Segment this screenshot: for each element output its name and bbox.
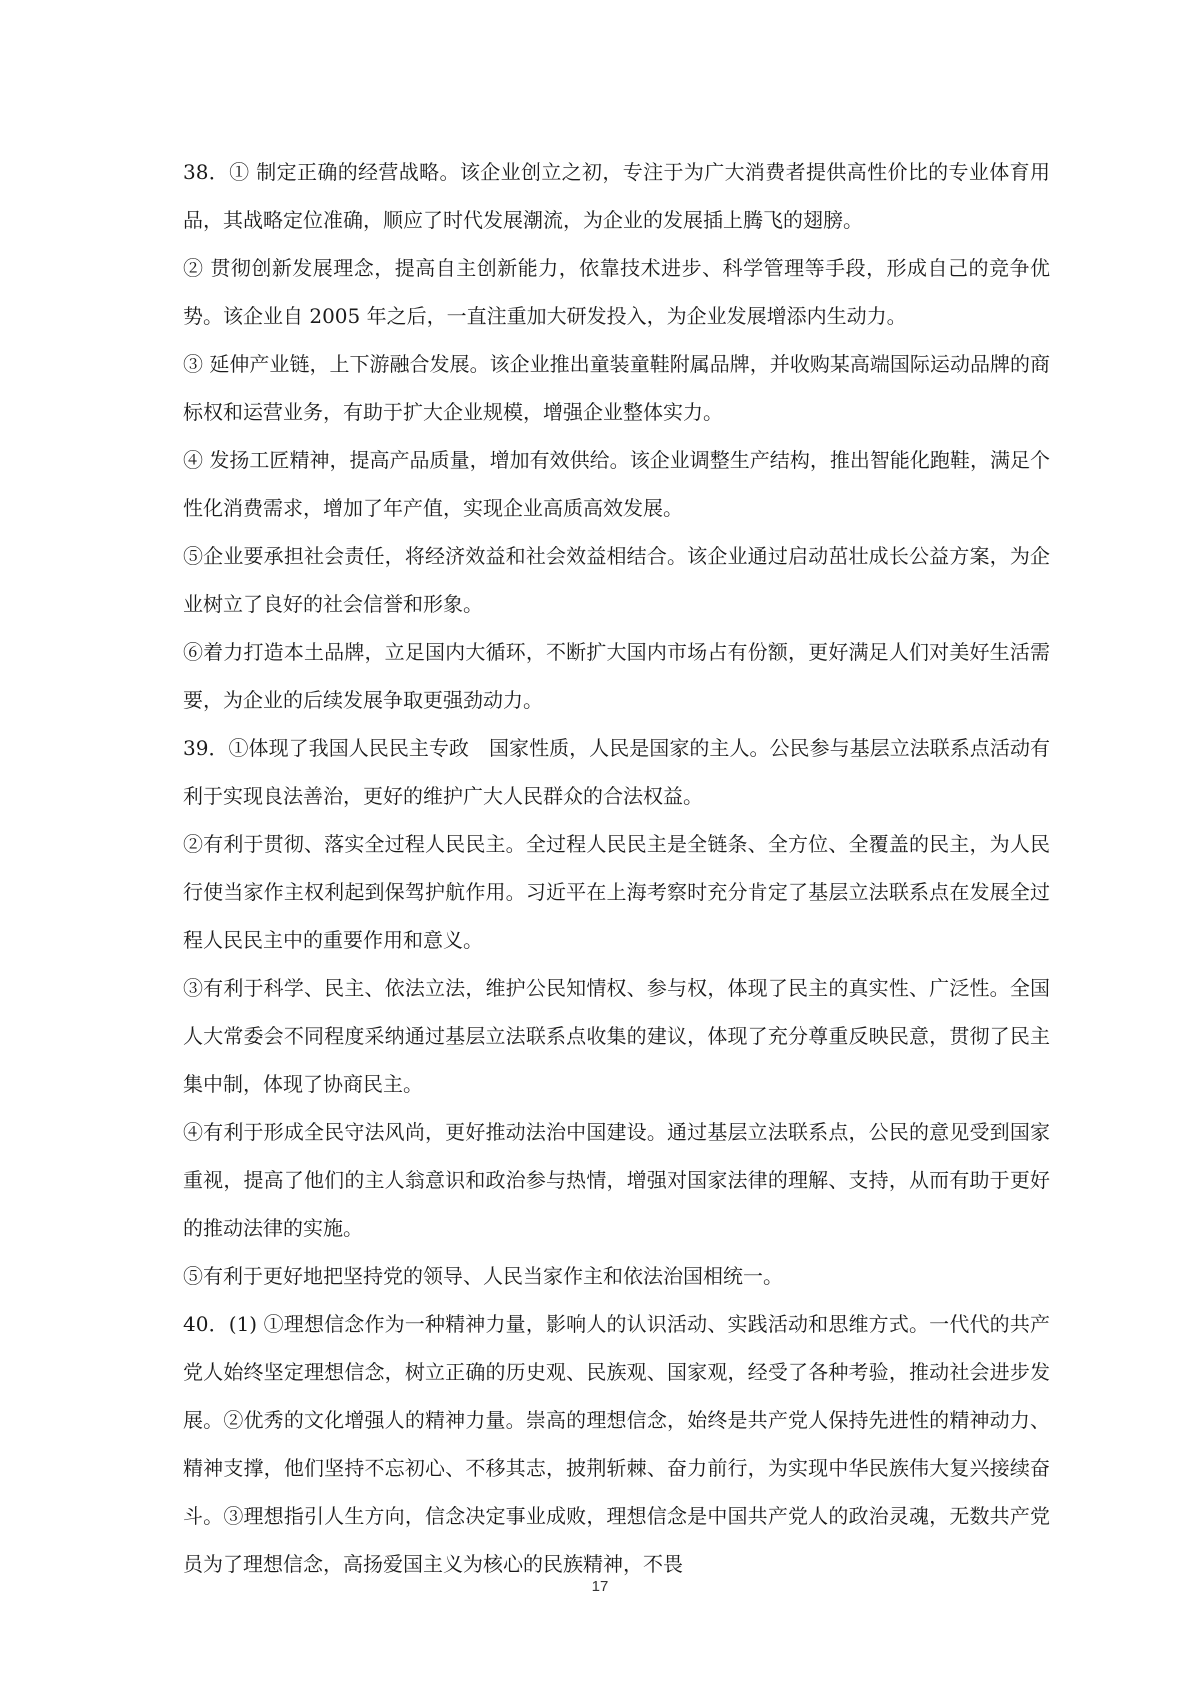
answer-38-point-2: ② 贯彻创新发展理念，提高自主创新能力，依靠技术进步、科学管理等手段，形成自己的竞争优势。该企业自 2005 年之后，一直注重加大研发投入，为企业发展增添内生动力。 [183, 256, 1050, 328]
answer-39-point-2: ②有利于贯彻、落实全过程人民民主。全过程人民民主是全链条、全方位、全覆盖的民主，为人民行使当家作主权利起到保驾护航作用。习近平在上海考察时充分肯定了基层立法联系点在发展全过程人民民主中的重要作用和意义。 [183, 832, 1050, 952]
answer-39-point-3: ③有利于科学、民主、依法立法，维护公民知情权、参与权，体现了民主的真实性、广泛性。全国人大常委会不同程度采纳通过基层立法联系点收集的建议，体现了充分尊重反映民意，贯彻了民主集中制，体现了协商民主。 [183, 976, 1050, 1096]
answer-40-part-1: 40．(1) ①理想信念作为一种精神力量，影响人的认识活动、实践活动和思维方式。一代代的共产党人始终坚定理想信念，树立正确的历史观、民族观、国家观，经受了各种考验，推动社会进步发展。②优秀的文化增强人的精神力量。崇高的理想信念，始终是共产党人保持先进性的精神动力、精神支撑，他们坚持不忘初心、不移其志，披荆斩棘、奋力前行，为实现中华民族伟大复兴接续奋斗。③理想指引人生方向，信念决定事业成败，理想信念是中国共产党人的政治灵魂，无数共产党员为了理想信念，高扬爱国主义为核心的民族精神，不畏 [183, 1312, 1050, 1576]
answer-39-point-5: ⑤有利于更好地把坚持党的领导、人民当家作主和依法治国相统一。 [183, 1264, 783, 1288]
answer-39-point-4: ④有利于形成全民守法风尚，更好推动法治中国建设。通过基层立法联系点，公民的意见受到国家重视，提高了他们的主人翁意识和政治参与热情，增强对国家法律的理解、支持，从而有助于更好的推动法律的实施。 [183, 1120, 1050, 1240]
answer-38-point-3: ③ 延伸产业链，上下游融合发展。该企业推出童装童鞋附属品牌，并收购某高端国际运动品牌的商标权和运营业务，有助于扩大企业规模，增强企业整体实力。 [183, 352, 1050, 424]
answer-38-point-5: ⑤企业要承担社会责任，将经济效益和社会效益相结合。该企业通过启动茁壮成长公益方案，为企业树立了良好的社会信誉和形象。 [183, 544, 1050, 616]
answer-38-point-6: ⑥着力打造本土品牌，立足国内大循环，不断扩大国内市场占有份额，更好满足人们对美好生活需要，为企业的后续发展争取更强劲动力。 [183, 640, 1050, 712]
page-number: 17 [591, 1578, 609, 1595]
answer-38-point-4: ④ 发扬工匠精神，提高产品质量，增加有效供给。该企业调整生产结构，推出智能化跑鞋，满足个性化消费需求，增加了年产值，实现企业高质高效发展。 [183, 448, 1050, 520]
answer-39-point-1: 39．①体现了我国人民民主专政 国家性质，人民是国家的主人。公民参与基层立法联系点活动有利于实现良法善治，更好的维护广大人民群众的合法权益。 [183, 736, 1050, 808]
answer-38-point-1: 38．① 制定正确的经营战略。该企业创立之初，专注于为广大消费者提供高性价比的专业体育用品，其战略定位准确，顺应了时代发展潮流，为企业的发展插上腾飞的翅膀。 [183, 160, 1050, 232]
